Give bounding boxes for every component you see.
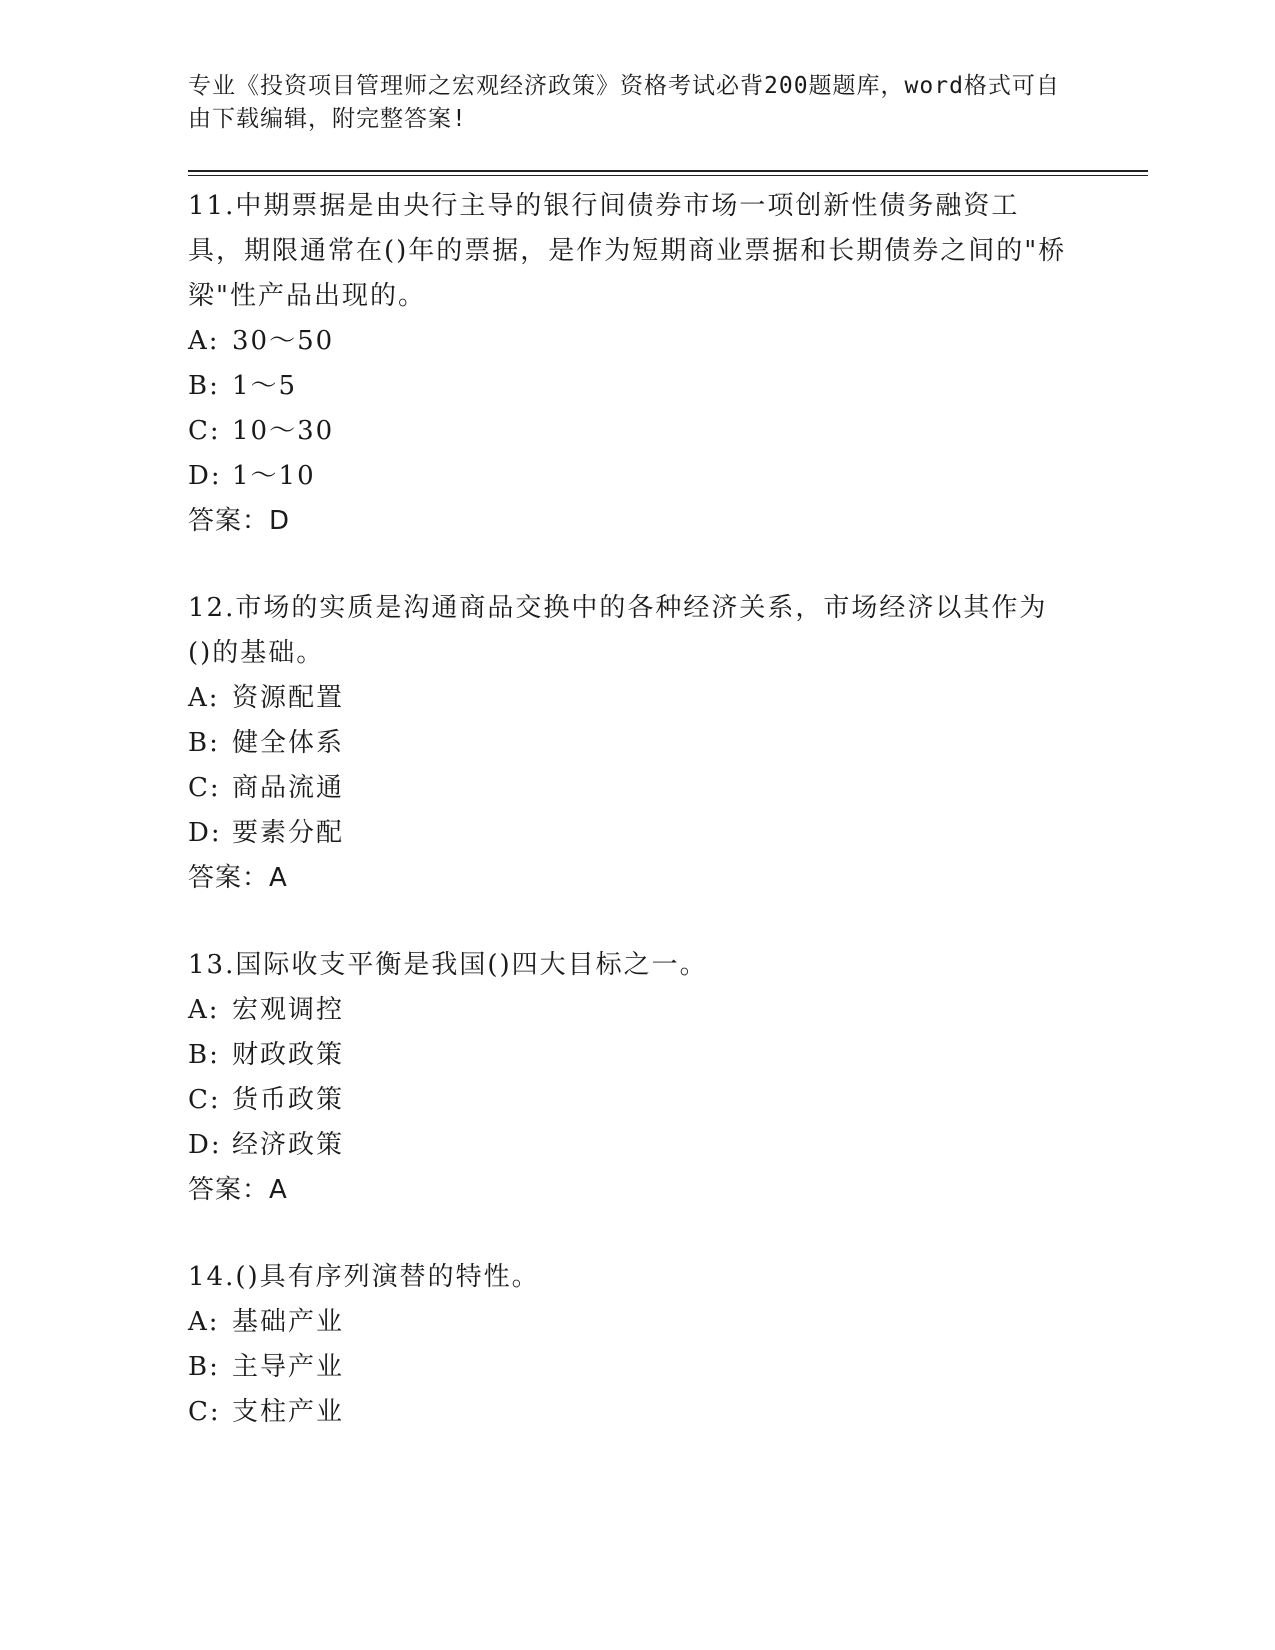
document-header: 专业《投资项目管理师之宏观经济政策》资格考试必背200题题库，word格式可自由下载编辑，附完整答案! (188, 73, 1060, 132)
option-item (188, 319, 1148, 364)
option-key: D: (188, 818, 222, 848)
option-key: C: (188, 773, 221, 803)
option-item (188, 1390, 1148, 1435)
option-text: 宏观调控 (232, 995, 345, 1025)
option-text: 健全体系 (232, 728, 345, 758)
option-text: 基础产业 (232, 1307, 345, 1337)
option-key: B: (188, 728, 220, 758)
answer-label: 答案： (188, 506, 270, 536)
option-text: 30～50 (232, 326, 335, 356)
option-item (188, 766, 1148, 811)
document-page (188, 70, 1148, 1477)
answer-line (188, 499, 1148, 544)
header-divider (188, 170, 1148, 176)
option-key: A: (188, 1307, 220, 1337)
option-text: 主导产业 (232, 1352, 345, 1382)
question-item (188, 586, 1148, 901)
question-item (188, 943, 1148, 1213)
question-item (188, 184, 1148, 544)
answer-value: A (269, 863, 288, 893)
option-key: C: (188, 1085, 221, 1115)
option-key: B: (188, 1352, 220, 1382)
answer-line (188, 1168, 1148, 1213)
question-stem: 14.()具有序列演替的特性。 (188, 1262, 540, 1292)
answer-label: 答案： (188, 863, 270, 893)
question-stem: 11.中期票据是由央行主导的银行间债券市场一项创新性债务融资工具，期限通常在()年的票据，是作为短期商业票据和长期债券之间的"桥梁"性产品出现的。 (188, 191, 1067, 311)
option-item (188, 1300, 1148, 1345)
question-list (188, 184, 1148, 1435)
option-text: 财政政策 (232, 1040, 345, 1070)
question-stem: 12.市场的实质是沟通商品交换中的各种经济关系，市场经济以其作为()的基础。 (188, 593, 1048, 668)
option-item (188, 811, 1148, 856)
option-item (188, 721, 1148, 766)
option-item (188, 988, 1148, 1033)
question-item (188, 1255, 1148, 1435)
option-text: 支柱产业 (232, 1397, 345, 1427)
option-item (188, 1078, 1148, 1123)
option-item (188, 409, 1148, 454)
option-text: 经济政策 (232, 1130, 345, 1160)
answer-value: A (269, 1175, 288, 1205)
question-stem: 13.国际收支平衡是我国()四大目标之一。 (188, 950, 708, 980)
option-item (188, 1123, 1148, 1168)
option-key: A: (188, 995, 220, 1025)
option-text: 商品流通 (232, 773, 345, 803)
answer-label: 答案： (188, 1175, 270, 1205)
option-item (188, 364, 1148, 409)
answer-value: D (269, 506, 291, 536)
option-item (188, 676, 1148, 721)
option-item (188, 1345, 1148, 1390)
option-text: 1～5 (232, 371, 298, 401)
option-key: B: (188, 371, 220, 401)
option-text: 货币政策 (232, 1085, 345, 1115)
option-item (188, 1033, 1148, 1078)
option-key: D: (188, 461, 222, 491)
option-key: C: (188, 416, 221, 446)
option-text: 10～30 (232, 416, 335, 446)
answer-line (188, 856, 1148, 901)
option-text: 资源配置 (232, 683, 345, 713)
option-key: B: (188, 1040, 220, 1070)
option-text: 要素分配 (232, 818, 345, 848)
option-key: D: (188, 1130, 222, 1160)
option-item (188, 454, 1148, 499)
option-key: C: (188, 1397, 221, 1427)
option-key: A: (188, 326, 220, 356)
option-text: 1～10 (232, 461, 316, 491)
option-key: A: (188, 683, 220, 713)
